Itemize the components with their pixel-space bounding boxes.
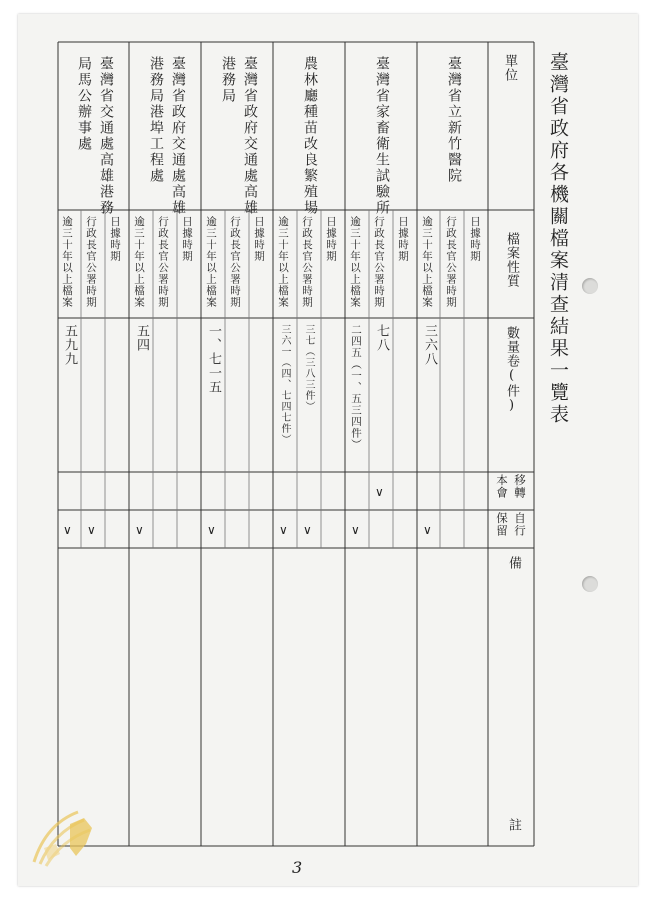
retain-check: ∨ [279,523,288,537]
row-type: 行政長官公署時期 [157,216,169,308]
row-type: 日據時期 [109,216,121,262]
row-quantity: 三七（三八三件） [303,324,314,412]
retain-check: ∨ [303,523,312,537]
page-number: 3 [292,858,303,877]
document-title: 臺灣省政府各機關檔案清查結果一覽表 [547,52,569,426]
agency-name: 臺灣省立新竹醫院 [446,56,462,184]
row-quantity: 五九九 [62,324,77,366]
agency-name: 臺灣省交通處高雄港務 [98,56,114,216]
retain-check: ∨ [135,523,144,537]
row-type: 逾三十年以上檔案 [349,216,361,308]
row-quantity: 二四五（一、五三四件） [350,324,362,451]
row-type: 逾三十年以上檔案 [133,216,145,308]
agency-name: 臺灣省政府交通處高雄 [242,56,258,216]
agency-name: 局馬公辦事處 [76,56,92,152]
row-type: 逾三十年以上檔案 [421,216,433,308]
row-type: 日據時期 [397,216,409,262]
row-quantity: 一、七一五 [206,324,221,394]
row-type: 日據時期 [469,216,481,262]
transfer-check: ∨ [375,485,384,499]
retain-check: ∨ [423,523,432,537]
header-note-2: 註 [506,818,521,832]
header-retain-2: 保留 [495,512,509,537]
row-type: 日據時期 [325,216,337,262]
agency-name: 港務局港埠工程處 [148,56,164,184]
retain-check: ∨ [63,523,72,537]
retain-check: ∨ [207,523,216,537]
row-quantity: 三六一（四、七四七件） [279,324,290,445]
header-retain-1: 自行 [513,512,527,537]
row-quantity: 三六八 [422,324,437,366]
header-type: 檔案性質 [504,232,519,288]
agency-name: 臺灣省家畜衛生試驗所 [374,56,390,216]
row-type: 行政長官公署時期 [445,216,457,308]
row-type: 逾三十年以上檔案 [61,216,73,308]
row-quantity: 七八 [374,324,389,352]
row-type: 行政長官公署時期 [301,216,313,308]
row-quantity: 五四 [134,324,149,352]
row-type: 逾三十年以上檔案 [205,216,217,308]
row-type: 行政長官公署時期 [229,216,241,308]
agency-name: 臺灣省政府交通處高雄 [170,56,186,216]
header-transfer-2: 本會 [495,474,509,499]
agency-name: 農林廳種苗改良繁殖場 [302,56,318,216]
agency-name: 港務局 [220,56,236,104]
header-note-1: 備 [506,556,521,570]
header-unit: 單位 [502,54,517,82]
header-quantity: 數量卷(件) [504,326,519,414]
row-type: 日據時期 [253,216,265,262]
row-type: 日據時期 [181,216,193,262]
header-transfer-1: 移轉 [513,474,527,499]
retain-check: ∨ [87,523,96,537]
row-type: 行政長官公署時期 [85,216,97,308]
retain-check: ∨ [351,523,360,537]
row-type: 行政長官公署時期 [373,216,385,308]
archive-logo-icon [26,804,118,874]
row-type: 逾三十年以上檔案 [277,216,289,308]
